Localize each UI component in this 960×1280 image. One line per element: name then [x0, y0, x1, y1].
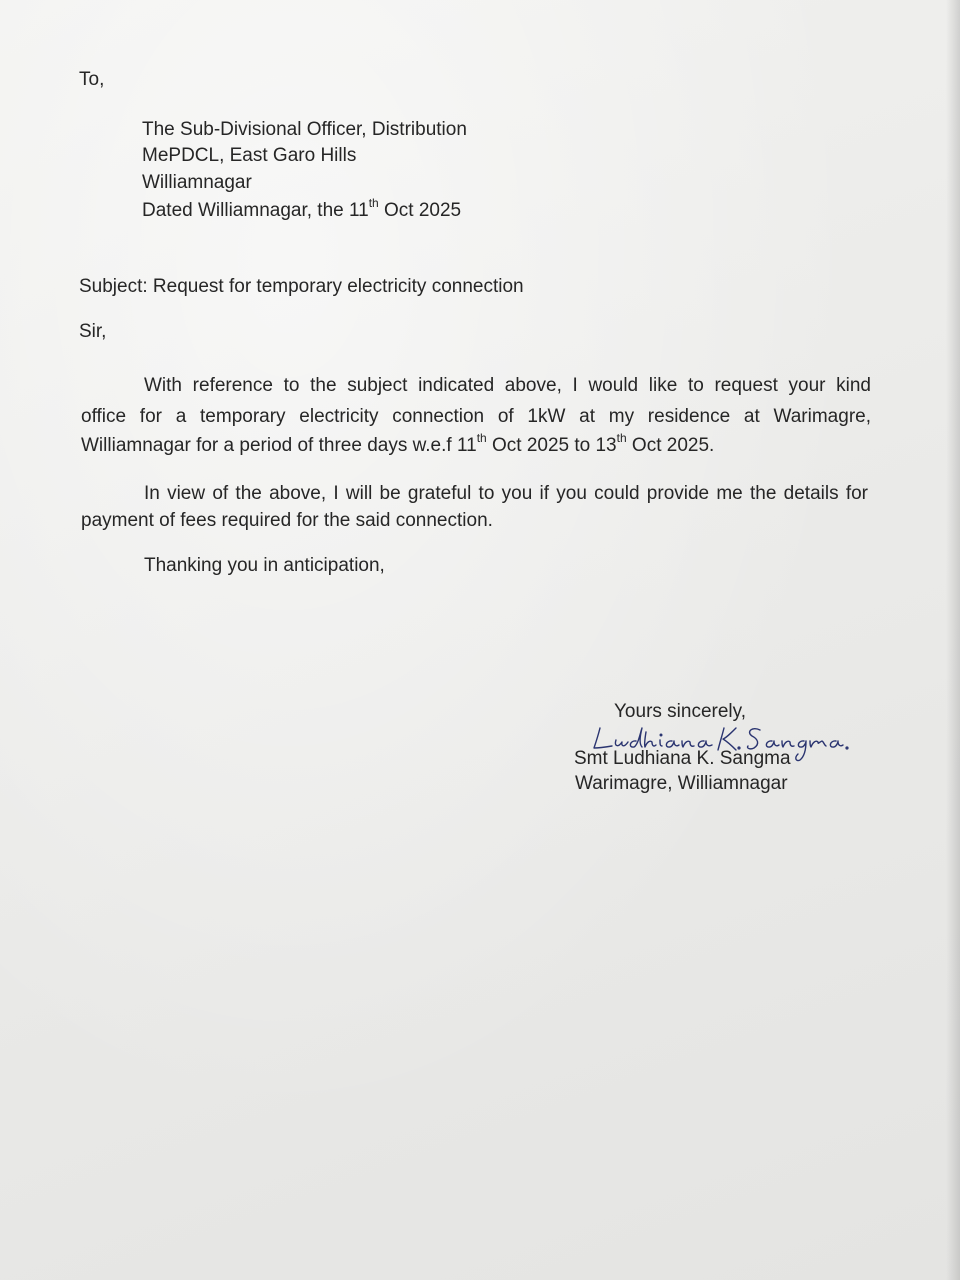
sender-name: Smt Ludhiana K. Sangma	[574, 748, 791, 769]
closing-yours-sincerely: Yours sincerely,	[614, 701, 747, 722]
date-superscript: th	[368, 195, 379, 210]
para2-line-2: payment of fees required for the said connection.	[81, 510, 493, 531]
recipient-line-1: The Sub-Divisional Officer, Distribution	[142, 119, 467, 140]
recipient-line-2: MePDCL, East Garo Hills	[142, 145, 357, 166]
date-suffix: Oct 2025	[378, 200, 462, 221]
para2-line-1: In view of the above, I will be grateful to you if you could provide me the details for	[144, 483, 868, 504]
greeting: Sir,	[79, 321, 107, 342]
para1-sup-1: th	[476, 430, 487, 445]
date-prefix: Dated Williamnagar, the 11	[142, 200, 369, 221]
para1-line-1: With reference to the subject indicated above, I would like to request your kind	[144, 375, 871, 396]
sender-address: Warimagre, Williamnagar	[575, 773, 788, 794]
para1-line-3	[81, 430, 715, 458]
para1-line-3-b: Oct 2025 to 13	[486, 435, 617, 456]
para1-line-3-a: Williamnagar for a period of three days w.e.f 11	[81, 435, 477, 456]
para1-line-2: office for a temporary electricity connection of 1kW at my residence at Warimagre,	[81, 406, 871, 427]
subject-line: Subject: Request for temporary electricity connection	[79, 276, 524, 297]
paper-edge-shadow	[946, 0, 960, 1280]
para1-line-3-c: Oct 2025.	[626, 435, 715, 456]
recipient-line-3: Williamnagar	[142, 172, 252, 193]
letter-date	[142, 195, 462, 223]
para1-sup-2: th	[616, 430, 627, 445]
salutation-to: To,	[79, 69, 105, 90]
closing-thanks: Thanking you in anticipation,	[144, 555, 385, 576]
